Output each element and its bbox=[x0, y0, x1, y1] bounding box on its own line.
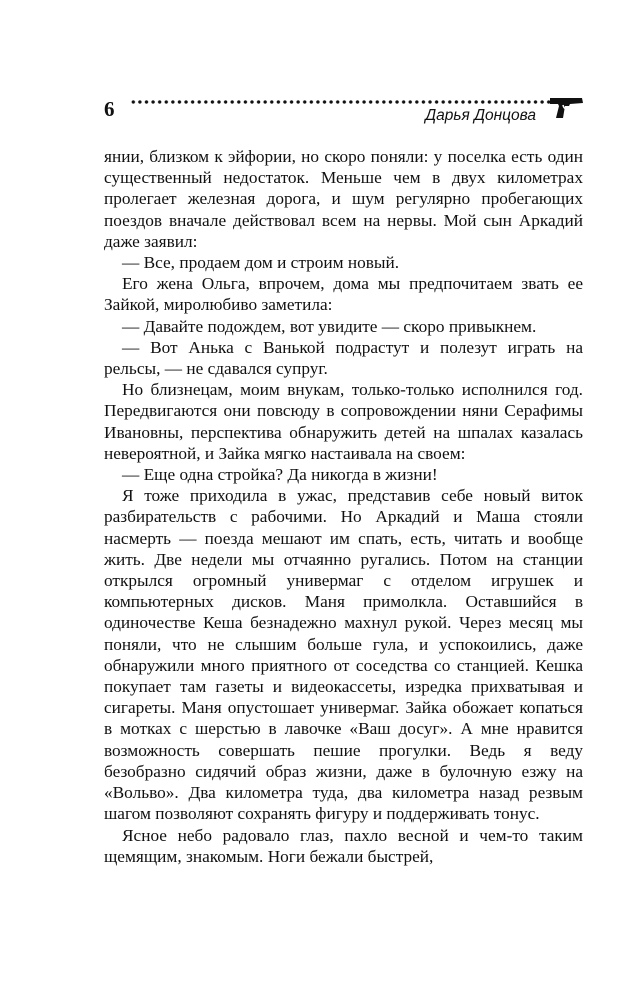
paragraph: — Вот Анька с Ванькой подрастут и полезут играть на рельсы, — не сдавался супруг. bbox=[104, 337, 583, 379]
paragraph: — Еще одна стройка? Да никогда в жизни! bbox=[122, 465, 438, 485]
paragraph: — Давайте подождем, вот увидите — скоро привыкнем. bbox=[122, 316, 537, 336]
pistol-icon bbox=[548, 94, 584, 120]
running-header bbox=[0, 0, 640, 140]
body-text bbox=[104, 146, 583, 867]
paragraph: янии, близком к эйфории, но скоро поняли: у поселка есть один существенный недостаток. Меньше чем в двух километрах пролегает железная дорога, и шум регулярно пробегающих поездов вначале действовал всем на нервы. Мой сын Аркадий даже заявил: bbox=[104, 147, 583, 251]
paragraph: Ясное небо радовало глаз, пахло весной и чем-то таким щемящим, знакомым. Ноги бежали быстрей, bbox=[104, 825, 583, 866]
paragraph: Его жена Ольга, впрочем, дома мы предпочитаем звать ее Зайкой, миролюбиво заметила: bbox=[104, 274, 583, 315]
paragraph: — Все, продаем дом и строим новый. bbox=[122, 253, 400, 273]
dotted-rule bbox=[130, 99, 550, 105]
page-number: 6 bbox=[104, 97, 115, 121]
author-name: Дарья Донцова bbox=[425, 107, 536, 124]
paragraph: Но близнецам, моим внукам, только-только исполнился год. Передвигаются они повсюду в сопровождении няни Серафимы Ивановны, перспектива обнаружить детей на шпалах казалась невероятной, и Зайка мягко настаивала на своем: bbox=[104, 380, 583, 463]
paragraph: Я тоже приходила в ужас, представив себе новый виток разбирательств с рабочими. Но Аркадий и Маша стояли насмерть — поезда мешают им спать, есть, читать и вообще жить. Две недели мы отчаянно ругались. Потом на станции открылся огромный универмаг с отделом игрушек и компьютерных дисков. Маня примолкла. Оставшийся в одиночестве Кеша безнадежно махнул рукой. Через месяц мы поняли, что не слышим больше гула, и успокоились, даже обнаружили много приятного от соседства со станцией. Кешка покупает там газеты и видеокассеты, изредка прихватывая и сигареты. Маня опустошает универмаг. Зайка обожает копаться в мотках с шерстью в лавочке «Ваш досуг». А мне нравится возможность совершать пешие прогулки. Ведь я веду безобразно сидячий образ жизни, даже в булочную езжу на «Вольво». Два километра туда, два километра назад резвым шагом позволяют сохранять фигуру и поддерживать тонус. bbox=[104, 486, 583, 824]
